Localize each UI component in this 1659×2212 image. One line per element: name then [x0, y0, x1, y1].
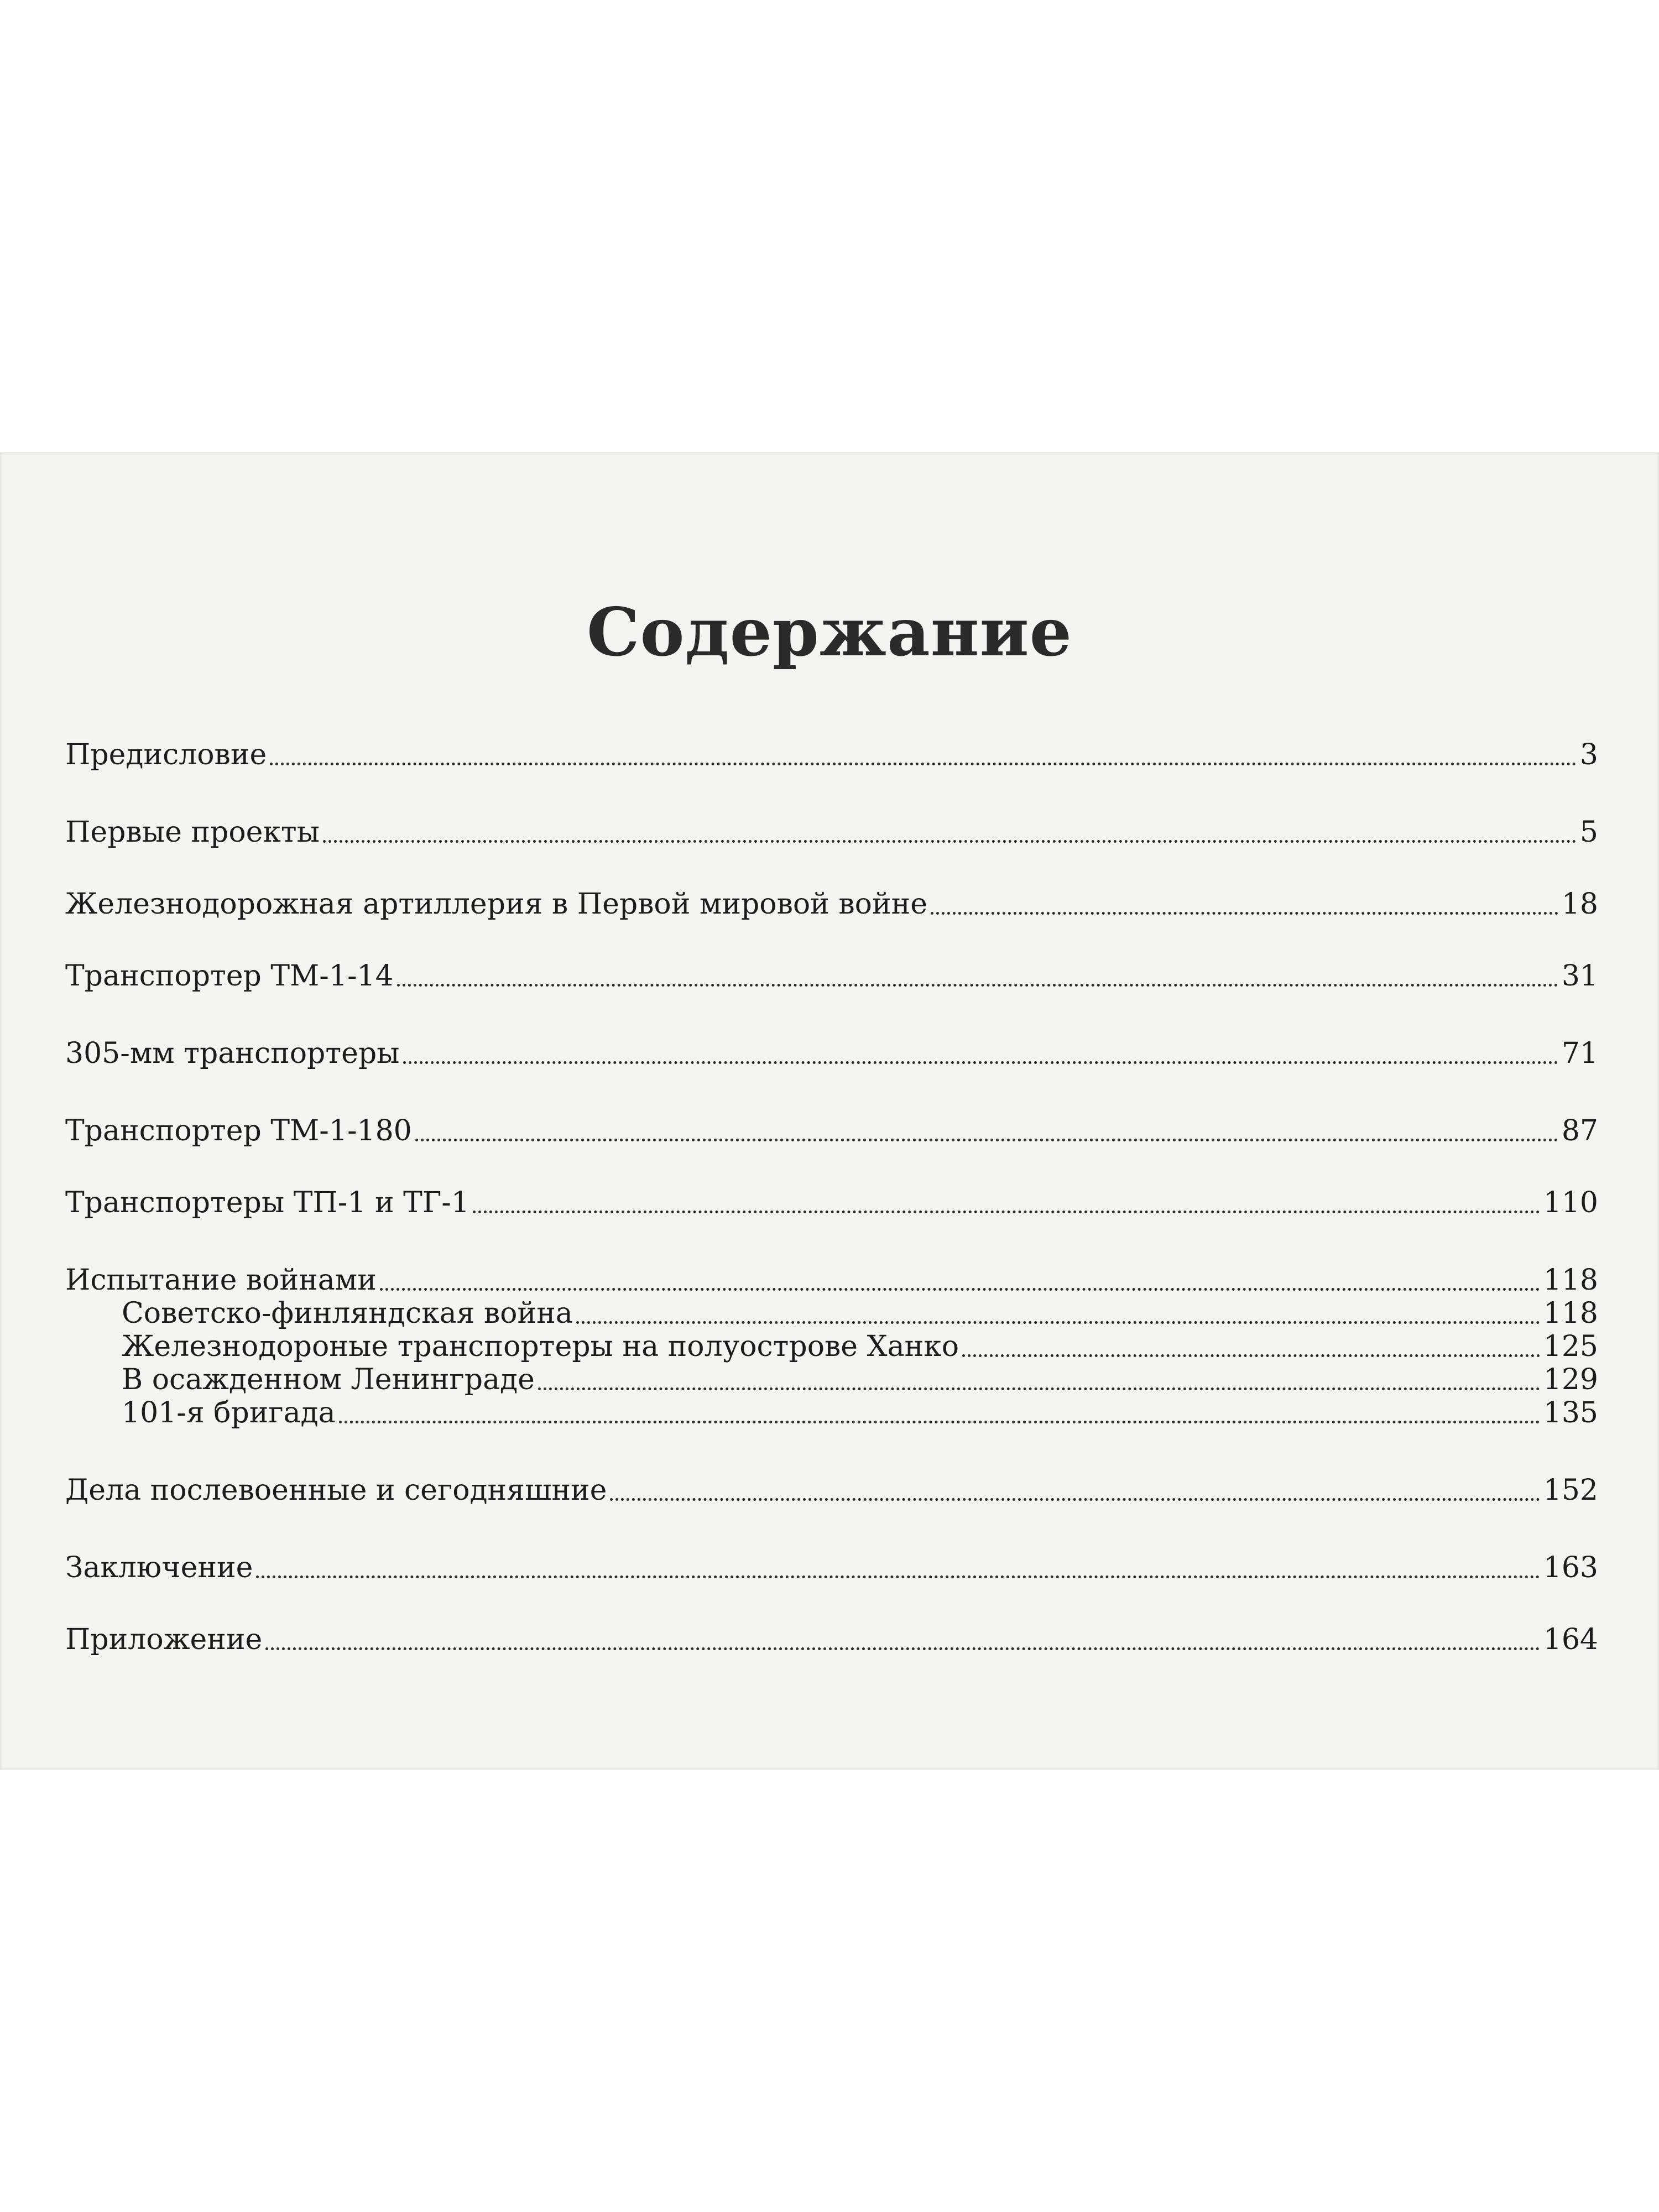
toc-entry-label: Транспортер ТМ-1-14	[65, 959, 394, 993]
toc-entry-label: 305-мм транспортеры	[65, 1037, 400, 1070]
toc-entry-conclusion	[65, 1541, 1598, 1585]
dot-leader	[473, 1211, 1540, 1213]
dot-leader	[415, 1139, 1558, 1141]
toc-entry-page: 5	[1579, 816, 1598, 849]
toc-entry-tp-1-tg-1	[65, 1176, 1598, 1220]
toc-entry-label: Испытание войнами	[65, 1264, 377, 1297]
toc-entry-page: 125	[1543, 1330, 1598, 1363]
toc-entry-page: 135	[1543, 1396, 1598, 1430]
toc-entry-postwar	[65, 1463, 1598, 1507]
dot-leader	[323, 840, 1577, 843]
toc-entry-label: Предисловие	[65, 738, 267, 771]
toc-entry-tm-1-180	[65, 1104, 1598, 1148]
toc-entry-label: Дела послевоенные и сегодняшние	[65, 1474, 607, 1507]
dot-leader	[403, 1061, 1558, 1064]
toc-entry-label: Первые проекты	[65, 816, 320, 849]
toc-entry-page: 118	[1543, 1264, 1598, 1297]
dot-leader	[339, 1421, 1540, 1423]
toc-entry-page: 129	[1543, 1363, 1598, 1396]
toc-entry-page: 164	[1543, 1623, 1598, 1656]
toc-entry-page: 110	[1543, 1186, 1598, 1219]
toc-entry-label: В осажденном Ленинграде	[122, 1363, 535, 1396]
dot-leader	[256, 1575, 1540, 1578]
toc-entry-305mm	[65, 1026, 1598, 1071]
toc-entry-label: Железнодороные транспортеры на полуострове Ханко	[122, 1330, 959, 1363]
toc-entry-ww1	[65, 877, 1598, 921]
toc-entry-tm-1-14	[65, 949, 1598, 993]
toc-entry-preface	[65, 728, 1598, 772]
toc-entry-first-projects	[65, 805, 1598, 849]
toc-entry-label: Приложение	[65, 1623, 263, 1656]
toc-entry-label: Советско-финляндская война	[122, 1297, 573, 1330]
dot-leader	[270, 763, 1577, 765]
toc-entry-page: 18	[1561, 888, 1598, 921]
page-title: Содержание	[587, 593, 1072, 671]
toc-entry-page: 3	[1579, 738, 1598, 771]
dot-leader	[265, 1647, 1540, 1650]
dot-leader	[610, 1498, 1540, 1501]
toc-entry-label: Транспортеры ТП-1 и ТГ-1	[65, 1186, 469, 1219]
toc-subentry-101-brigade	[122, 1386, 1598, 1430]
dot-leader	[931, 912, 1558, 915]
toc-entry-label: Транспортер ТМ-1-180	[65, 1114, 412, 1147]
toc-entry-page: 163	[1543, 1551, 1598, 1584]
toc-entry-appendix	[65, 1613, 1598, 1657]
toc-entry-label: Заключение	[65, 1551, 253, 1584]
toc-entry-page: 87	[1561, 1114, 1598, 1147]
toc-entry-page: 152	[1543, 1474, 1598, 1507]
toc-entry-label: 101-я бригада	[122, 1396, 336, 1430]
dot-leader	[397, 984, 1558, 987]
toc-entry-label: Железнодорожная артиллерия в Первой мировой войне	[65, 888, 928, 921]
toc-entry-page: 118	[1543, 1297, 1598, 1330]
toc-entry-page: 71	[1561, 1037, 1598, 1070]
toc-entry-page: 31	[1561, 959, 1598, 993]
